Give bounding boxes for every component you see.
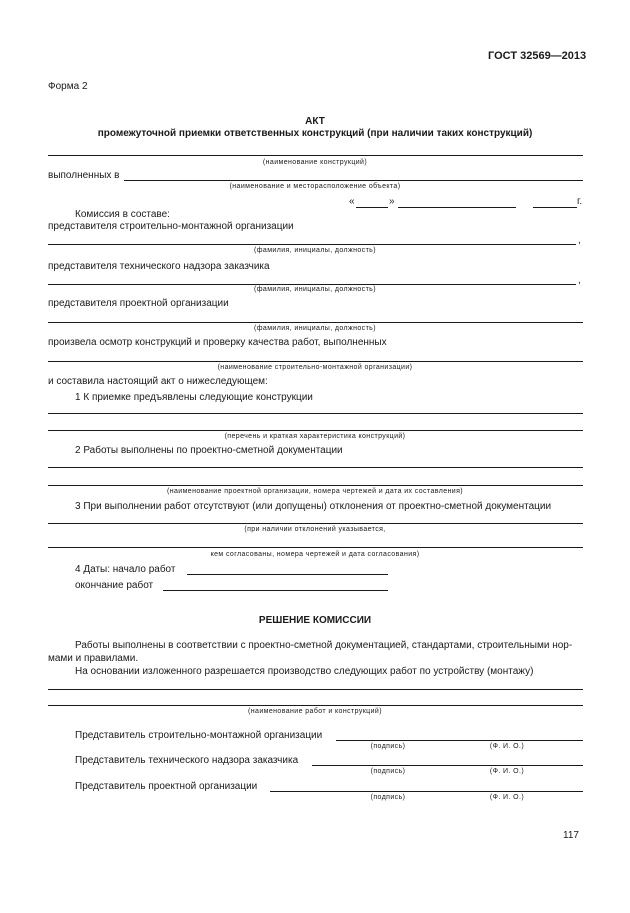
work-start-field[interactable] <box>187 574 388 575</box>
date-day-field[interactable] <box>356 207 388 208</box>
act-title: АКТ <box>305 116 325 127</box>
performed-in-label: выполненных в <box>48 170 120 181</box>
page-number: 117 <box>563 830 579 841</box>
decision-para-2: На основании изложенного разрешается производство следующих работ по устройству (монтажу) <box>75 666 534 677</box>
item-1-field-1[interactable] <box>48 413 583 414</box>
construction-org-field[interactable] <box>48 361 583 362</box>
item-2-field-1[interactable] <box>48 467 583 468</box>
rep-supervision-field[interactable] <box>48 284 576 285</box>
signature-3-field[interactable] <box>270 791 583 792</box>
signature-1-field[interactable] <box>336 740 583 741</box>
works-caption: (наименование работ и конструкций) <box>248 708 382 715</box>
compiled-text: и составила настоящий акт о нижеследующем: <box>48 376 268 387</box>
signature-2-label: Представитель технического надзора заказчика <box>75 755 299 766</box>
year-suffix: г. <box>577 196 583 207</box>
constructions-name-field[interactable] <box>48 155 583 156</box>
rep-supervision-label: представителя технического надзора заказчика <box>48 261 270 272</box>
item-3-field-2[interactable] <box>48 547 583 548</box>
date-month-field[interactable] <box>398 207 516 208</box>
commission-label: Комиссия в составе: <box>75 209 170 220</box>
signature-1-label: Представитель строительно-монтажной организации <box>75 730 323 741</box>
works-field-1[interactable] <box>48 689 583 690</box>
signature-2-sign-caption: (подпись) <box>370 768 406 775</box>
object-caption: (наименование и месторасположение объекта) <box>229 183 401 190</box>
item-1-caption: (перечень и краткая характеристика конструкций) <box>224 433 406 440</box>
works-field-2[interactable] <box>48 705 583 706</box>
form-label: Форма 2 <box>48 81 88 92</box>
signature-3-sign-caption: (подпись) <box>370 794 406 801</box>
rep-project-field[interactable] <box>48 322 583 323</box>
constructions-name-caption: (наименование конструкций) <box>262 159 368 166</box>
construction-org-caption: (наименование строительно-монтажной организации) <box>217 364 413 371</box>
signature-3-label: Представитель проектной организации <box>75 781 258 792</box>
item-1-label: 1 К приемке предъявлены следующие конструкции <box>75 392 313 403</box>
date-quote-close: » <box>389 196 395 207</box>
date-quote-open: « <box>349 196 355 207</box>
work-end-field[interactable] <box>163 590 388 591</box>
comma-1: , <box>578 235 581 246</box>
rep-project-caption: (фамилия, инициалы, должность) <box>254 325 376 332</box>
rep-construction-label: представителя строительно-монтажной организации <box>48 221 294 232</box>
signature-1-sign-caption: (подпись) <box>370 743 406 750</box>
signature-1-fio-caption: (Ф. И. О.) <box>489 743 525 750</box>
decision-heading: РЕШЕНИЕ КОМИССИИ <box>258 615 372 626</box>
rep-supervision-caption: (фамилия, инициалы, должность) <box>254 286 376 293</box>
date-year-field[interactable] <box>533 207 577 208</box>
decision-para-1-line-2: мами и правилами. <box>48 653 139 664</box>
item-2-field-2[interactable] <box>48 485 583 486</box>
act-subtitle: промежуточной приемки ответственных конструкций (при наличии таких конструкций) <box>97 128 533 139</box>
rep-construction-field[interactable] <box>48 244 576 245</box>
comma-2: , <box>578 275 581 286</box>
item-3-field-1[interactable] <box>48 523 583 524</box>
item-4-end-label: окончание работ <box>75 580 154 591</box>
rep-project-label: представителя проектной организации <box>48 298 229 309</box>
item-2-caption: (наименование проектной организации, номера чертежей и дата их составления) <box>167 488 463 495</box>
item-2-label: 2 Работы выполнены по проектно-сметной документации <box>75 445 343 456</box>
item-3-caption-1: (при наличии отклонений указывается, <box>244 526 386 533</box>
item-3-caption-2: кем согласованы, номера чертежей и дата согласования) <box>210 551 420 558</box>
signature-2-field[interactable] <box>312 765 583 766</box>
decision-para-1-line-1: Работы выполнены в соответствии с проектно-сметной документацией, стандартами, строительными нор- <box>75 640 573 651</box>
inspection-text: произвела осмотр конструкций и проверку качества работ, выполненных <box>48 337 387 348</box>
document-code: ГОСТ 32569—2013 <box>488 50 587 62</box>
signature-2-fio-caption: (Ф. И. О.) <box>489 768 525 775</box>
item-3-label: 3 При выполнении работ отсутствуют (или допущены) отклонения от проектно-сметной документации <box>75 501 552 512</box>
signature-3-fio-caption: (Ф. И. О.) <box>489 794 525 801</box>
item-1-field-2[interactable] <box>48 430 583 431</box>
rep-construction-caption: (фамилия, инициалы, должность) <box>254 247 376 254</box>
item-4-start-label: 4 Даты: начало работ <box>75 564 176 575</box>
object-field[interactable] <box>124 180 583 181</box>
